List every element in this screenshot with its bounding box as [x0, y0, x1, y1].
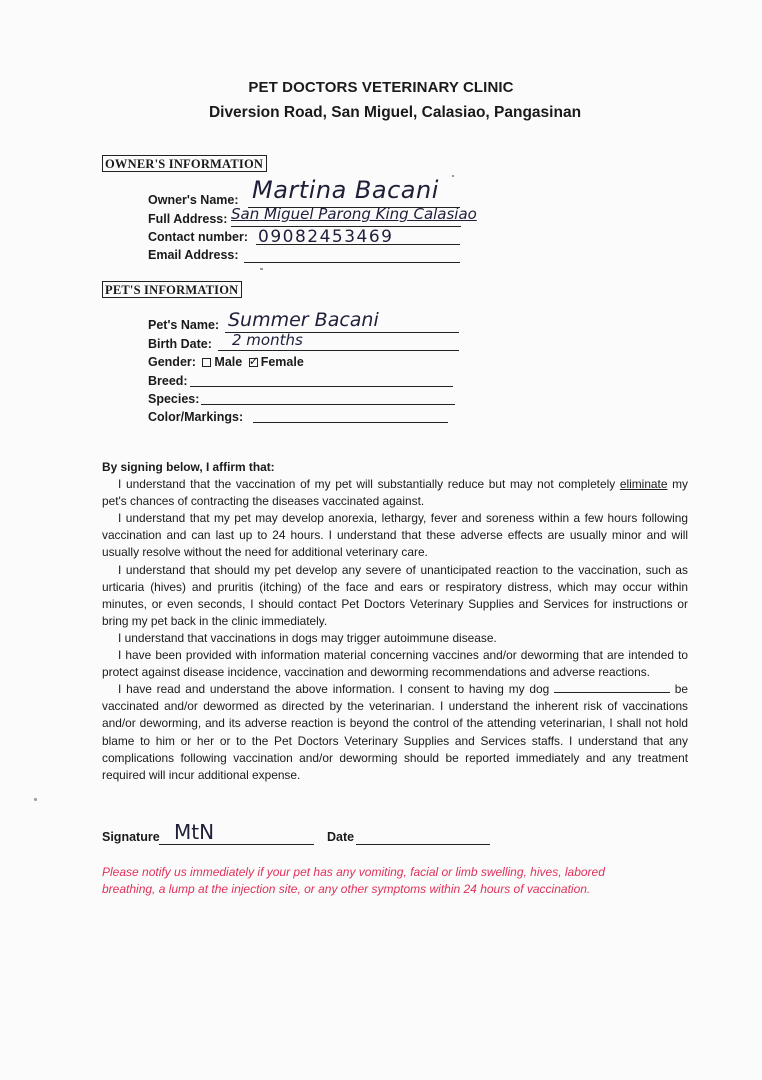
pet-species-label: Species: [148, 392, 200, 406]
pet-gender-label: Gender: [148, 355, 196, 369]
gender-male-checkbox[interactable] [202, 358, 211, 367]
clinic-address: Diversion Road, San Miguel, Calasiao, Pangasinan [208, 104, 582, 121]
pet-name-field[interactable]: Summer Bacani [228, 309, 379, 331]
pet-color-label: Color/Markings: [148, 410, 244, 424]
owner-address-label: Full Address: [148, 212, 228, 226]
affirmation-paragraph-3: I understand that should my pet develop any severe of unanticipated reaction to the vaccination, such as urticaria (hives) and pruritis (itching) of the face and ears or respiratory distress, which may occur within minutes, or even seconds, I should contact Pet Doctors Veterinary Supplies and Services for instructions or bring my pet back in the clinic immediately. [102, 562, 688, 628]
date-label: Date [327, 830, 355, 844]
gender-male-label: Male [214, 355, 243, 369]
affirmation-p6-text: I have read and understand the above information. I consent to having my dog [118, 682, 554, 697]
signature-label: Signature [102, 830, 160, 844]
scan-speck [452, 175, 454, 177]
owner-contact-label: Contact number: [148, 230, 248, 244]
pet-name-label: Pet's Name: [148, 318, 220, 332]
affirmation-p1-underlined: eliminate [619, 477, 668, 492]
check-mark-icon: ✓ [248, 353, 259, 368]
affirmation-p1-text-end: my pet's chances of contracting the diseases vaccinated against. [102, 477, 689, 509]
gender-female-checkbox[interactable] [248, 353, 259, 368]
affirmation-paragraph-6 [102, 681, 688, 784]
gender-female-label: Female [260, 355, 304, 369]
owner-name-field[interactable]: Martina Bacani [252, 176, 439, 204]
affirmation-paragraph-5: I have been provided with information material concerning vaccines and/or deworming that are intended to protect against disease incidence, vaccination and deworming recommendations and adverse reactions. [102, 648, 688, 680]
pet-birth-line [218, 350, 459, 351]
affirmation-paragraph-2: I understand that my pet may develop anorexia, lethargy, fever and soreness within a few hours following vaccination and can last up to 24 hours. I understand that these adverse effects are usually minor and will usually resolve without the need for additional veterinary care. [102, 511, 688, 560]
owner-address-field[interactable]: San Miguel Parong King Calasiao [231, 205, 477, 223]
owner-section-header: OWNER'S INFORMATION [102, 155, 267, 172]
clinic-name: PET DOCTORS VETERINARY CLINIC [248, 79, 514, 96]
affirmation-paragraph-1 [102, 476, 688, 510]
affirmation-p1-text: I understand that the vaccination of my pet will substantially reduce but may not completely [118, 477, 620, 492]
owner-name-label: Owner's Name: [148, 193, 239, 207]
pet-gender-row [148, 355, 304, 371]
pet-birth-field[interactable]: 2 months [232, 331, 303, 349]
affirmation-paragraph-4: I understand that vaccinations in dogs may trigger autoimmune disease. [118, 630, 497, 645]
signature-field[interactable] [159, 844, 314, 845]
date-field[interactable] [356, 844, 490, 845]
owner-email-label: Email Address: [148, 248, 239, 262]
pet-breed-field[interactable] [190, 386, 453, 387]
pet-color-field[interactable] [253, 422, 448, 423]
affirmation-heading: By signing below, I affirm that: [102, 460, 275, 474]
notice-text: Please notify us immediately if your pet has any vomiting, facial or limb swelling, hives, labored breathing, a lump at the injection site, or any other symptoms within 24 hours of vaccination. [102, 865, 605, 896]
owner-contact-field[interactable]: 09082453469 [258, 227, 394, 247]
pet-birth-label: Birth Date: [148, 337, 212, 351]
affirmation-section [102, 459, 688, 784]
pet-breed-label: Breed: [148, 374, 188, 388]
affirmation-p6-text-end: be vaccinated and/or dewormed as directed by the veterinarian. I understand the inherent risk of vaccinations and/or deworming, and its adverse reaction is beyond the control of the attending veterinarian, I shall not hold blame to him or her or to the Pet Doctors Veterinary Supplies and Services staffs. I understand that any complications following vaccination and/or deworming should be reported immediately and any treatment required will incur additional expense. [102, 682, 689, 782]
pet-section-header: PET'S INFORMATION [102, 281, 242, 298]
signature-mark: MtN [174, 820, 215, 844]
owner-email-field[interactable] [244, 262, 460, 263]
scan-speck [260, 268, 263, 270]
dog-name-blank[interactable] [554, 681, 670, 693]
pet-species-field[interactable] [201, 404, 455, 405]
scan-speck [34, 798, 37, 801]
